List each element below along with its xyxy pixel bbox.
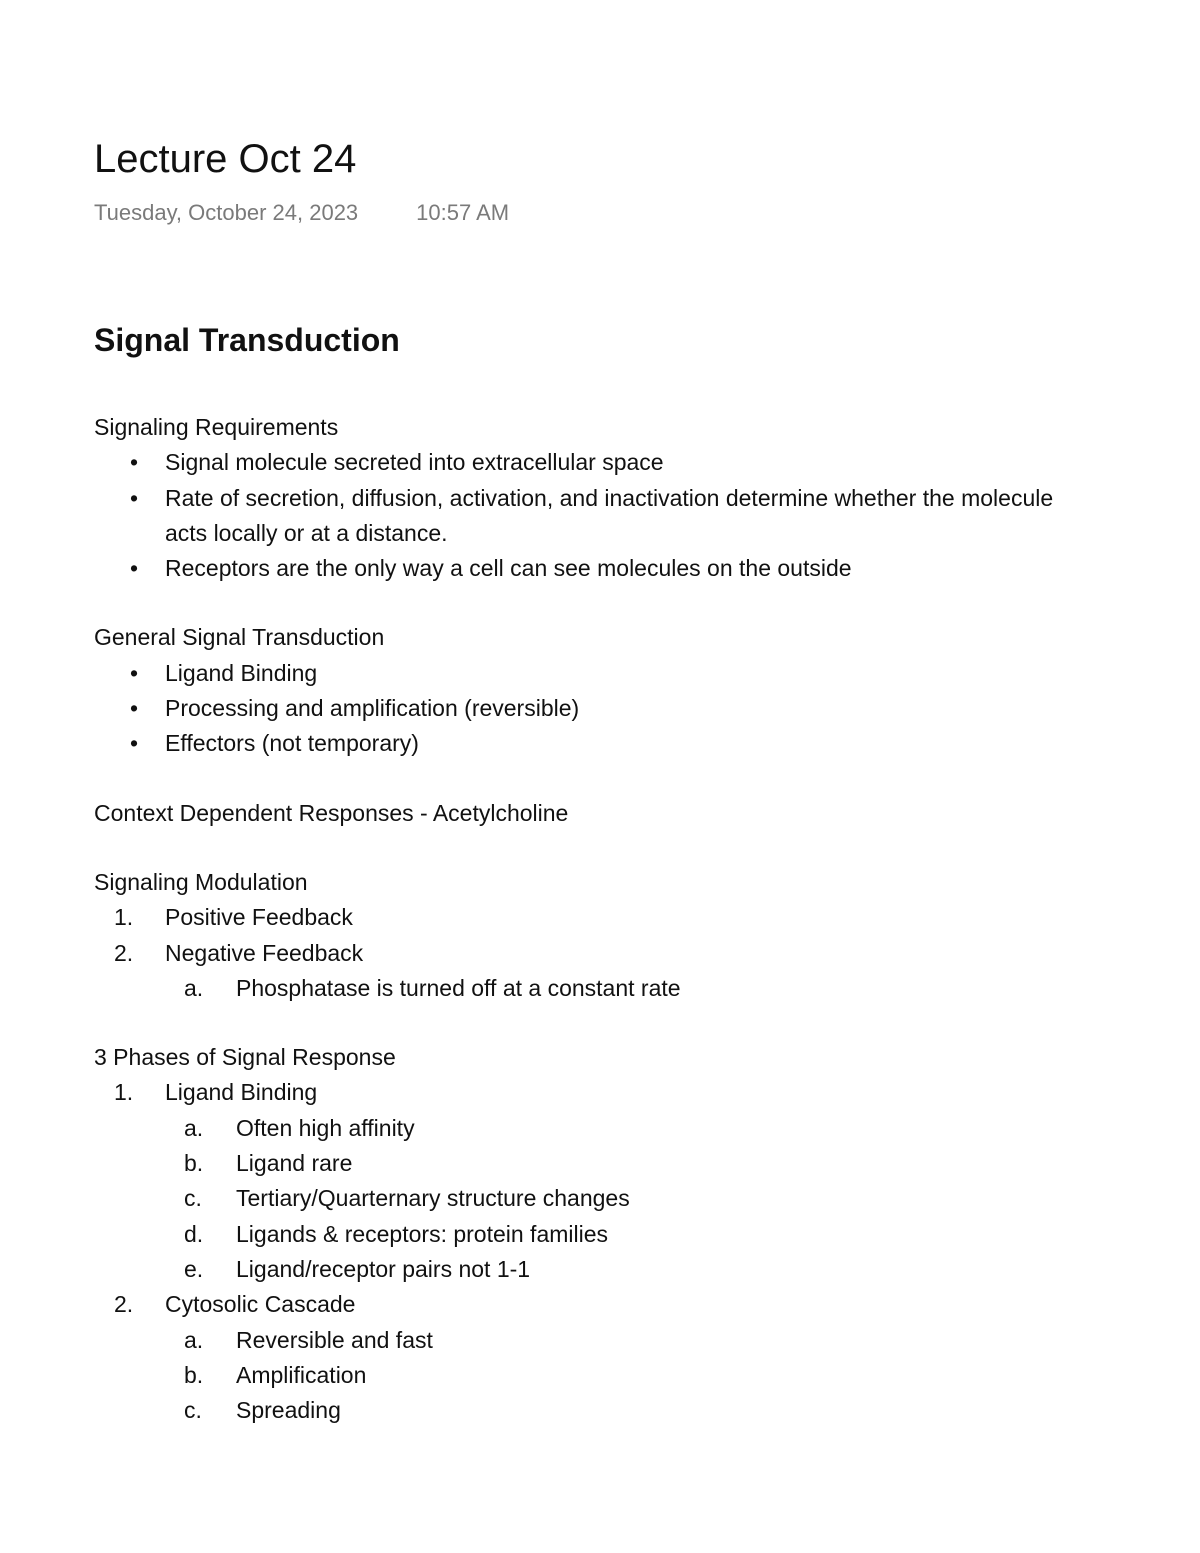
list-item — [94, 1075, 1200, 1110]
letter-marker: a. — [184, 1114, 204, 1141]
number-marker: 2. — [114, 939, 134, 966]
note-date: Tuesday, October 24, 2023 — [94, 200, 359, 225]
letter-marker: c. — [184, 1185, 202, 1212]
list-item — [94, 691, 1200, 726]
list-item-text: Positive Feedback — [165, 904, 353, 931]
list-item-text: Effectors (not temporary) — [165, 730, 419, 757]
letter-marker: a. — [184, 974, 204, 1001]
letter-marker: e. — [184, 1255, 204, 1282]
list-item — [94, 481, 1200, 552]
number-marker: 1. — [114, 1079, 134, 1106]
signaling-requirements-heading: Signaling Requirements — [94, 414, 339, 440]
letter-marker: b. — [184, 1150, 204, 1177]
number-marker: 2. — [114, 1291, 134, 1318]
list-item — [94, 726, 1200, 761]
sub-list-item-text: Reversible and fast — [236, 1326, 433, 1353]
list-item-text: Receptors are the only way a cell can see molecules on the outside — [165, 555, 852, 582]
letter-marker: c. — [184, 1397, 202, 1424]
sub-list-item-text: Tertiary/Quarternary structure changes — [236, 1185, 630, 1212]
three-phases-list — [94, 1075, 1200, 1428]
note-time: 10:57 AM — [416, 200, 510, 225]
list-item-text: Cytosolic Cascade — [165, 1291, 356, 1318]
letter-marker: d. — [184, 1220, 204, 1247]
list-item-text-continued: acts locally or at a distance. — [165, 519, 448, 546]
list-item — [94, 936, 1200, 971]
list-item — [94, 656, 1200, 691]
bullet-marker: • — [129, 555, 139, 582]
list-item — [94, 900, 1200, 935]
sub-list-item — [94, 1252, 1200, 1287]
sub-list-item — [94, 1358, 1200, 1393]
three-phases-heading: 3 Phases of Signal Response — [94, 1044, 396, 1071]
letter-marker: b. — [184, 1361, 204, 1388]
bullet-marker: • — [129, 449, 139, 476]
section-heading: Signal Transduction — [94, 322, 400, 358]
page-title: Lecture Oct 24 — [94, 137, 357, 181]
list-item-text: Ligand Binding — [165, 659, 318, 686]
sub-list-item-text: Ligand/receptor pairs not 1-1 — [236, 1255, 531, 1282]
sub-list-item — [94, 1217, 1200, 1252]
list-item-text: Signal molecule secreted into extracellular space — [165, 449, 664, 476]
list-item — [94, 1287, 1200, 1322]
signaling-modulation-heading: Signaling Modulation — [94, 868, 308, 895]
sub-list-item — [94, 1181, 1200, 1216]
sub-list-item-text: Amplification — [236, 1361, 367, 1388]
sub-list-item-text: Ligands & receptors: protein families — [236, 1220, 609, 1247]
list-item — [94, 445, 1200, 480]
bullet-marker: • — [129, 659, 139, 686]
letter-marker: a. — [184, 1326, 204, 1353]
sub-list-item — [94, 1323, 1200, 1358]
sub-list-item-text: Ligand rare — [236, 1150, 353, 1177]
list-item-text: Ligand Binding — [165, 1079, 318, 1106]
general-signal-transduction-list — [94, 656, 1200, 762]
list-item-text: Negative Feedback — [165, 939, 364, 966]
list-item-text: Rate of secretion, diffusion, activation, and inactivation determine whether the molecule — [165, 484, 1054, 511]
sub-list-item — [94, 1393, 1200, 1428]
signaling-requirements-list — [94, 445, 1200, 586]
sub-list-item — [94, 1146, 1200, 1181]
signaling-modulation-list — [94, 900, 1200, 1006]
bullet-marker: • — [129, 730, 139, 757]
sub-list-item-text: Often high affinity — [236, 1114, 415, 1141]
sub-list-item — [94, 971, 1200, 1006]
bullet-marker: • — [129, 695, 139, 722]
note-body — [94, 318, 1200, 1436]
general-signal-transduction-heading: General Signal Transduction — [94, 624, 385, 651]
list-item — [94, 551, 1200, 586]
list-item-text: Processing and amplification (reversible) — [165, 695, 580, 722]
number-marker: 1. — [114, 904, 134, 931]
context-dependent-heading: Context Dependent Responses - Acetylcholine — [94, 799, 569, 826]
sub-list-item — [94, 1111, 1200, 1146]
note-timestamp — [94, 198, 509, 228]
sub-list-item-text: Phosphatase is turned off at a constant rate — [236, 974, 681, 1001]
bullet-marker: • — [129, 484, 139, 511]
sub-list-item-text: Spreading — [236, 1397, 341, 1424]
